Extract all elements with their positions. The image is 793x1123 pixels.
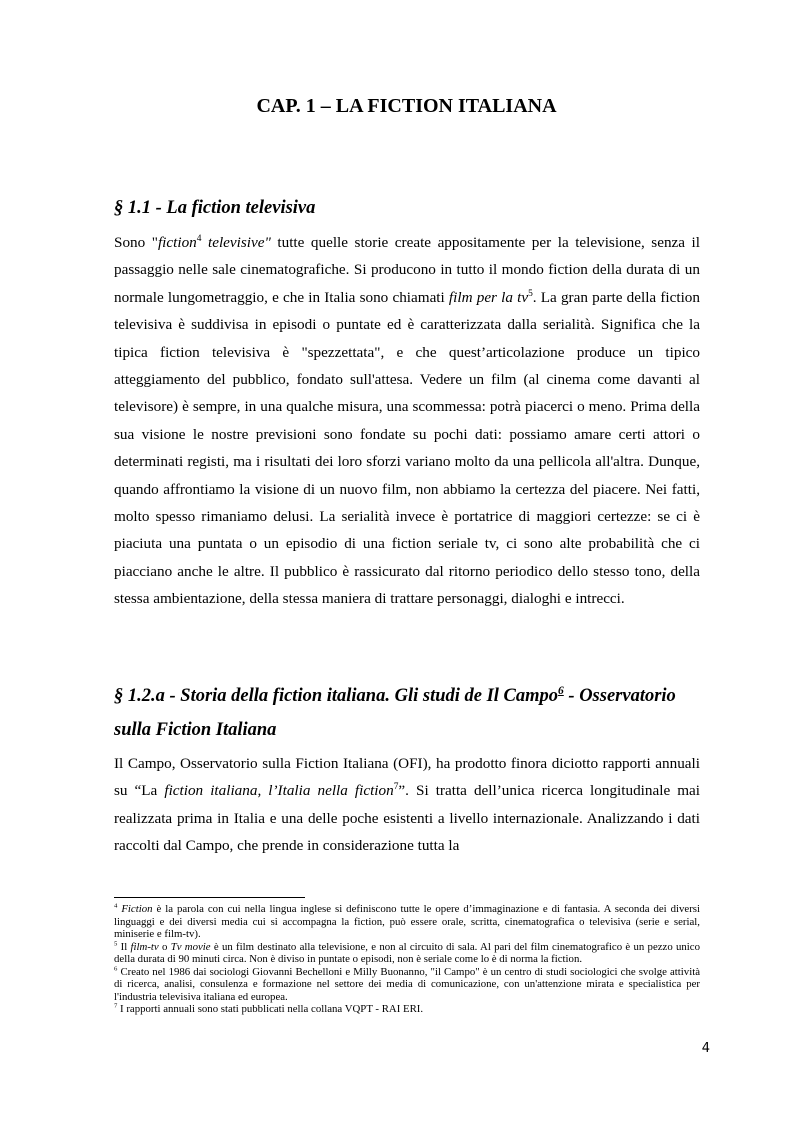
section-heading-1-1: § 1.1 - La fiction televisiva: [114, 198, 316, 218]
footnote-6: $^6$ Creato nel 1986 dai sociologi Giovanni Bechelloni e Milly Buonanno, "il Campo" è un centro di studi sociologici che svolge attività di ricerca, analisi, consulenza e formazione nel settore dei media di comunicazione, con un'attenzione mirata e specialistica per l'industria televisiva italiana ed europea.: [114, 964, 700, 1003]
footnote-ref-7[interactable]: 7: [393, 782, 399, 793]
footnote-5: $^5$ Il film-tv o Tv movie è un film destinato alla televisione, e non al circuito di sala. Al pari del film cinematografico è un pezzo unico della durata di 90 minuti circa. Non è diviso in puntate o episodi, non è seriale come lo è di norma la fiction.: [114, 939, 700, 965]
footnote-7: $^7$ I rapporti annuali sono stati pubblicati nella collana VQPT - RAI ERI.: [114, 1002, 424, 1015]
footnote-separator: [114, 897, 305, 898]
section-heading-1-2a: § 1.2.a - Storia della fiction italiana. Gli studi de Il Campo$^6$ - Osservatorio sulla Fiction Italiana: [114, 684, 676, 740]
footnotes: [114, 903, 700, 1016]
footnote-4: $^4$ Fiction è la parola con cui nella lingua inglese si definiscono tutte le opere d’immaginazione e di fantasia. A seconda dei diversi linguaggi e dei diversi media cui si accompagna la fiction, può essere orale, scritta, cinematografica o televisiva (serie e serial, miniserie e film-tv).: [114, 902, 701, 940]
section-1-2a-paragraph: Il Campo, Osservatorio sulla Fiction Italiana (OFI), ha prodotto finora diciotto rapporti annuali su “La fiction italiana, l’Italia nella fiction$^7$”. Si tratta dell’unica ricerca longitudinale mai realizzata prima in Italia e una delle poche esistenti a livello internazionale. Analizzando i dati raccolti dal Campo, che prende in considerazione tutta la: [114, 755, 700, 855]
footnote-ref-4[interactable]: 4: [196, 233, 202, 244]
page-number: 4: [701, 1041, 710, 1056]
footnote-ref-5[interactable]: 5: [528, 288, 533, 299]
section-1-1-paragraph: Sono "fiction$^4$ televisive" tutte quelle storie create appositamente per la televisione, senza il passaggio nelle sale cinematografiche. Si producono in tutto il mondo fiction della durata di un normale lungometraggio, e che in Italia sono chiamati film per la $tv^5$. La gran parte della fiction televisiva è suddivisa in episodi o puntate ed è caratterizzata dalla serialità. Significa che la tipica fiction televisiva è "spezzettata", e che quest’articolazione produce un tipico atteggiamento del pubblico, fondato sull'attesa. Vedere un film (al cinema come davanti al televisore) è sempre, in una qualche misura, una scommessa: potrà piacerci o meno. Prima della sua visione le nostre previsioni sono fondate su pochi dati: possiamo amare certi attori o determinati registi, ma i risultati dei loro sforzi variano molto da una pellicola all'altra. Dunque, quando affrontiamo la visione di un nuovo film, non abbiamo la certezza del piacere. Nei fatti, molto spesso rimaniamo delusi. La serialità invece è portatrice di maggiori certezze: se ci è piaciuta una puntata o un episodio di una fiction seriale tv, ci sono alte probabilità che ci piacciano anche le altre. Il pubblico è rassicurato dal ritorno periodico dello stesso tono, della stessa ambientazione, della stessa maniera di trattare personaggi, dialoghi e intrecci.: [114, 233, 700, 608]
footnote-ref-6[interactable]: 6: [558, 684, 564, 697]
chapter-title: CAP. 1 – LA FICTION ITALIANA: [256, 95, 557, 117]
